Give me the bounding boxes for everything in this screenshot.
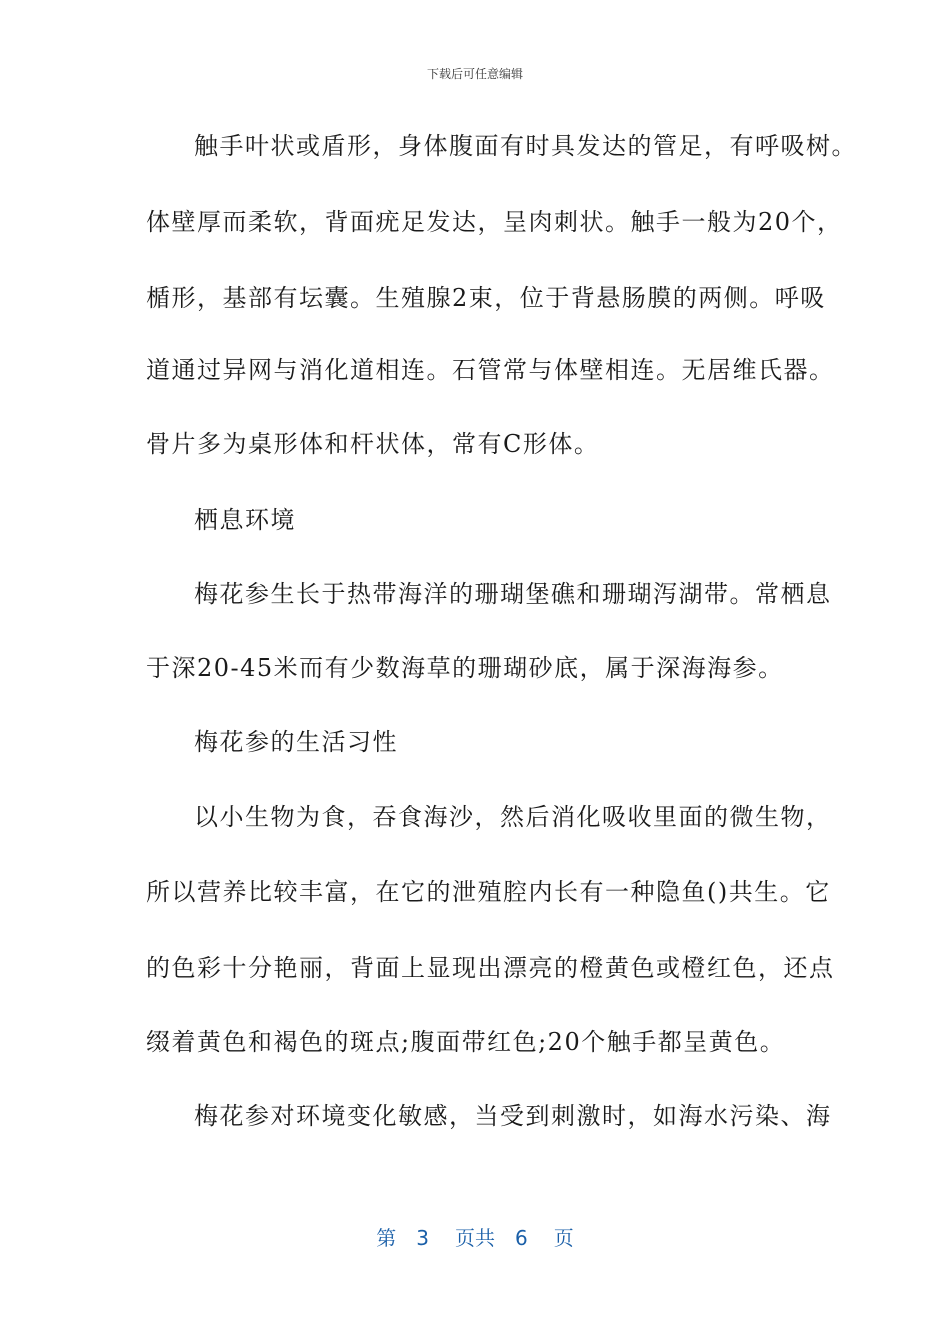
page-label-ye-gong: 页共 <box>455 1226 495 1250</box>
current-page-number: 3 <box>416 1226 429 1250</box>
body-line: 以小生物为食，吞食海沙，然后消化吸收里面的微生物， <box>194 803 832 831</box>
page-label-ye: 页 <box>553 1226 574 1250</box>
body-line: 体壁厚而柔软，背面疣足发达，呈肉刺状。触手一般为20个， <box>146 208 843 236</box>
section-heading: 梅花参的生活习性 <box>194 728 398 756</box>
body-line: 触手叶状或盾形，身体腹面有时具发达的管足，有呼吸树。 <box>194 132 857 160</box>
body-line: 梅花参生长于热带海洋的珊瑚堡礁和珊瑚泻湖带。常栖息 <box>194 580 832 608</box>
total-pages-number: 6 <box>515 1226 528 1250</box>
body-line: 道通过异网与消化道相连。石管常与体壁相连。无居维氏器。 <box>146 356 835 384</box>
body-line: 骨片多为桌形体和杆状体，常有C形体。 <box>146 430 600 458</box>
body-line: 缀着黄色和褐色的斑点;腹面带红色;20个触手都呈黄色。 <box>146 1028 786 1056</box>
body-line: 的色彩十分艳丽，背面上显现出漂亮的橙黄色或橙红色，还点 <box>146 954 835 982</box>
body-line: 楯形，基部有坛囊。生殖腺2束，位于背悬肠膜的两侧。呼吸 <box>146 284 826 312</box>
body-line: 梅花参对环境变化敏感，当受到刺激时，如海水污染、海 <box>194 1102 832 1130</box>
page-footer <box>0 1224 950 1252</box>
page-header: 下载后可任意编辑 <box>426 67 523 81</box>
body-line: 于深20-45米而有少数海草的珊瑚砂底，属于深海海参。 <box>146 654 784 682</box>
page-label-di: 第 <box>376 1226 397 1250</box>
section-heading: 栖息环境 <box>194 506 296 534</box>
body-line: 所以营养比较丰富，在它的泄殖腔内长有一种隐鱼()共生。它 <box>146 878 831 906</box>
